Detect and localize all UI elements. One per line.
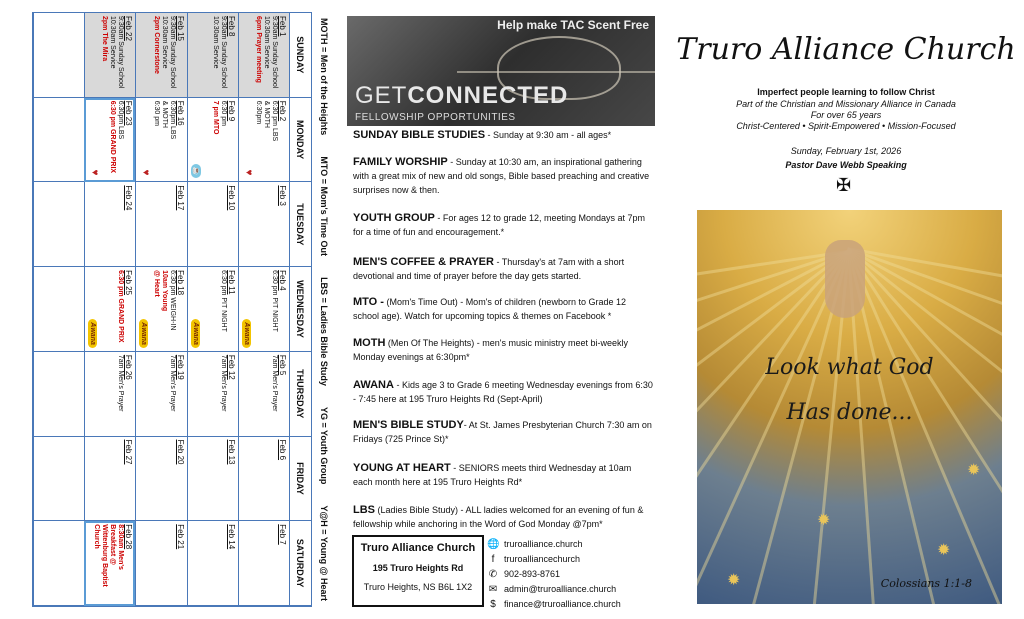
cell-event: & MOTH — [263, 100, 270, 128]
teacup-icon: ♥ — [242, 169, 254, 176]
activity-item — [353, 211, 653, 239]
activity-title: MTO - — [353, 296, 384, 308]
cell-event: 10:30am Service — [160, 16, 168, 69]
cell-date: Feb 17 — [175, 185, 185, 211]
day-header: TUESDAY — [289, 182, 311, 267]
cell-event: 6:30 pm WEIGH-IN — [168, 270, 176, 331]
cell-date: Feb 28 — [124, 524, 134, 550]
sun-icon: ✹ — [727, 572, 741, 589]
activity-title: MEN'S BIBLE STUDY — [353, 419, 464, 431]
activity-item — [353, 461, 653, 489]
calendar-cell — [238, 352, 289, 437]
calendar-cell — [187, 267, 238, 352]
day-header: SATURDAY — [289, 521, 311, 606]
calendar-cell — [84, 352, 135, 437]
contact-item[interactable] — [487, 537, 621, 552]
activity-title: LBS — [353, 504, 375, 516]
calendar-grid — [32, 12, 312, 607]
service-date: Sunday, February 1st, 2026 — [790, 146, 902, 156]
activity-description: (Men Of The Heights) - men's music ministry meet bi-weekly Monday evenings at 6:30pm* — [353, 338, 629, 362]
cell-date: Feb 23 — [124, 100, 134, 126]
cell-event: 10:30am Service — [263, 16, 270, 69]
activity-item — [353, 336, 653, 364]
contact-item[interactable] — [487, 597, 621, 612]
cell-date: Feb 2 — [278, 100, 287, 122]
calendar-cell — [135, 182, 186, 267]
cell-date: Feb 21 — [175, 524, 185, 550]
calendar-cell — [33, 521, 84, 606]
cell-date: Feb 9 — [226, 100, 236, 122]
calendar-cell — [187, 437, 238, 522]
finance-icon: $ — [490, 599, 496, 610]
activity-description: - Sunday at 9:30 am - all ages* — [485, 130, 612, 140]
cell-date: Feb 15 — [175, 16, 185, 41]
cell-highlight-event: 10am Young — [160, 270, 168, 312]
cover-image — [697, 210, 1002, 604]
core-values: Christ-Centered • Spirit-Empowered • Mission-Focused — [736, 121, 956, 131]
sun-icon: ✹ — [937, 542, 951, 559]
activity-item — [353, 503, 653, 531]
activity-title: YOUTH GROUP — [353, 212, 435, 224]
fellowship-subtitle: FELLOWSHIP OPPORTUNITIES — [355, 112, 516, 123]
calendar-cell — [84, 182, 135, 267]
affiliation: Part of the Christian and Missionary Alliance in Canada — [736, 99, 956, 109]
contact-item[interactable] — [487, 582, 621, 597]
awana-logo-icon: Awana — [191, 319, 200, 348]
activity-description: - Kids age 3 to Grade 6 meeting Wednesday evenings from 6:30 - 7:45 here at 195 Truro Heights Rd (Sept-April) — [353, 380, 653, 404]
activity-description: - For ages 12 to grade 12, meeting Mondays at 7pm for a time of fun and encouragement.* — [353, 213, 646, 237]
activity-item — [353, 378, 653, 406]
activity-item — [353, 255, 653, 283]
cell-date: Feb 4 — [278, 270, 287, 291]
cell-date: Feb 27 — [124, 439, 134, 465]
cma-logo-icon: ✠ — [836, 175, 852, 195]
legend-item: MTO = Mom's Time Out — [319, 156, 329, 256]
calendar-cell — [135, 13, 186, 98]
activity-description: - SENIORS meets third Wednesday at 10am each month here at 195 Truro Heights Rd* — [353, 463, 632, 487]
years: For over 65 years — [810, 110, 882, 120]
contact-text: admin@truroalliance.church — [504, 584, 617, 594]
cover-headline-2: Has done... — [786, 400, 913, 425]
awana-logo-icon: Awana — [242, 319, 251, 348]
day-header: FRIDAY — [289, 437, 311, 522]
legend-item: Y@H = Young @ Heart — [319, 505, 329, 601]
cell-highlight-event: 6:30 pm GRAND PRIX — [117, 270, 125, 343]
cell-highlight-event: Breakfast @ — [109, 524, 117, 565]
address-street: 195 Truro Heights Rd — [372, 563, 464, 573]
cell-event: 7am Men's Prayer — [168, 354, 176, 412]
cell-event: 6:30 pm PIT NIGHT — [271, 270, 278, 332]
cell-date: Feb 7 — [278, 524, 287, 545]
contact-item[interactable] — [487, 567, 621, 582]
cell-highlight-event: 6pm Prayer meeting — [255, 16, 262, 83]
calendar-cell — [135, 437, 186, 522]
legend-item: YG = Youth Group — [319, 406, 329, 485]
mug-icon: ☕ — [191, 164, 201, 179]
calendar-cell — [84, 98, 135, 183]
cell-date: Feb 10 — [226, 185, 236, 211]
globe-icon: 🌐 — [487, 539, 500, 550]
cell-event: 6:30 pm LBS — [271, 100, 278, 142]
day-header: THURSDAY — [289, 352, 311, 437]
cell-event: 7am Men's Prayer — [117, 354, 125, 412]
cell-event: 6:30 pm PIT NIGHT — [219, 270, 227, 332]
cell-event: 7am Men's Prayer — [271, 354, 278, 412]
calendar-cell — [135, 98, 186, 183]
calendar-cell — [187, 352, 238, 437]
calendar-cell — [238, 182, 289, 267]
cell-date: Feb 19 — [175, 354, 185, 380]
cell-event: & MOTH — [160, 100, 168, 128]
calendar-cell — [187, 182, 238, 267]
scent-free-tagline: Help make TAC Scent Free — [497, 18, 649, 32]
calendar-cell — [84, 267, 135, 352]
cell-date: Feb 18 — [175, 270, 185, 296]
activity-item — [353, 418, 653, 446]
awana-logo-icon: Awana — [88, 319, 97, 348]
calendar-wrapper — [12, 12, 336, 607]
hand-graphic — [825, 240, 865, 318]
rope-line-graphic — [457, 71, 655, 73]
cell-date: Feb 11 — [226, 270, 236, 295]
contact-text: 902-893-8761 — [504, 569, 561, 579]
contact-text: truroalliancechurch — [504, 554, 581, 564]
activity-description: - Thursday's at 7am with a short devotional and time of prayer before the day gets started. — [353, 257, 625, 281]
cell-event: 9:30am Sunday School — [219, 16, 227, 89]
cell-date: Feb 14 — [226, 524, 236, 550]
cell-highlight-event: @ Heart — [152, 270, 160, 297]
teacup-icon: ♥ — [140, 169, 152, 176]
cover-headline-1: Look what God — [765, 355, 934, 380]
calendar-cell — [135, 521, 186, 606]
cell-event: 6:30 pm — [219, 100, 227, 126]
day-header: SUNDAY — [289, 13, 311, 98]
cell-highlight-event: 2pm Cornerstone — [152, 16, 160, 74]
cell-highlight-event: 6:30 pm GRAND PRIX — [109, 100, 117, 174]
activity-title: FAMILY WORSHIP — [353, 156, 448, 168]
speaker: Pastor Dave Webb Speaking — [785, 160, 907, 170]
calendar-cell — [84, 13, 135, 98]
cell-date: Feb 16 — [175, 100, 185, 126]
cell-date: Feb 1 — [278, 16, 287, 37]
cell-event: 10:30am Service — [109, 16, 117, 69]
cell-date: Feb 6 — [278, 439, 287, 461]
cell-date: Feb 12 — [226, 354, 236, 380]
get-connected-title: GETCONNECTED — [355, 82, 569, 109]
cell-date: Feb 24 — [124, 185, 134, 211]
cell-event: 9:30am Sunday School — [271, 16, 278, 89]
legend-item: MOTH = Men of the Heights — [319, 18, 329, 136]
contact-item[interactable] — [487, 552, 621, 567]
activity-item — [353, 155, 653, 197]
activity-title: MEN'S COFFEE & PRAYER — [353, 256, 494, 268]
legend-item: LBS = Ladies Bible Study — [319, 277, 329, 386]
cell-highlight-event: 7 pm MTO — [211, 100, 219, 135]
contact-text: truroalliance.church — [504, 539, 583, 549]
cell-event: 7am Men's Prayer — [219, 354, 227, 412]
cell-date: Feb 3 — [278, 185, 287, 206]
calendar-panel — [0, 0, 340, 619]
activity-title: AWANA — [353, 379, 394, 391]
scripture-reference: Colossians 1:1-8 — [880, 577, 972, 590]
calendar-cell — [238, 521, 289, 606]
calendar-cell — [33, 98, 84, 183]
cell-date: Feb 22 — [124, 16, 134, 41]
church-name-title: Truro Alliance Church — [676, 32, 1016, 67]
calendar-cell — [84, 437, 135, 522]
cell-date: Feb 13 — [226, 439, 236, 465]
activity-title: MOTH — [353, 337, 386, 349]
address-box — [352, 535, 484, 607]
contact-text: finance@truroalliance.church — [504, 599, 621, 609]
calendar-cell — [238, 13, 289, 98]
calendar-cell — [238, 267, 289, 352]
address-city: Truro Heights, NS B6L 1X2 — [363, 582, 473, 592]
cell-event: 6:30 pm — [152, 100, 160, 126]
calendar-cell — [135, 352, 186, 437]
cover-panel — [668, 0, 1024, 619]
motto: Imperfect people learning to follow Christ — [757, 87, 935, 97]
calendar-cell — [187, 13, 238, 98]
calendar-cell — [238, 98, 289, 183]
day-header: MONDAY — [289, 98, 311, 183]
email-icon: ✉ — [488, 584, 498, 595]
fellowship-panel — [347, 0, 657, 619]
activity-description: (Ladies Bible Study) - ALL ladies welcomed for an evening of fun & fellowship while anchoring in the Word of God Monday @7pm* — [353, 505, 644, 529]
cell-event: 9:30am Sunday School — [168, 16, 176, 89]
cell-highlight-event: Wittenburg Baptist — [101, 524, 109, 587]
activity-item — [353, 128, 653, 142]
cell-event: 6:30pm LBS — [117, 100, 125, 140]
activity-item — [353, 295, 653, 323]
address-church-name: Truro Alliance Church — [360, 542, 476, 554]
sun-icon: ✹ — [967, 462, 981, 479]
calendar-cell — [187, 98, 238, 183]
facebook-icon: f — [491, 554, 495, 565]
cell-event: 9:30am Sunday School — [117, 16, 125, 89]
cell-highlight-event: 8:30am Men's — [117, 524, 125, 570]
teacup-icon: ♥ — [89, 169, 101, 176]
awana-logo-icon: Awana — [139, 319, 148, 348]
calendar-cell — [33, 13, 84, 98]
contact-list — [487, 537, 621, 612]
cell-date: Feb 8 — [226, 16, 236, 37]
sun-icon: ✹ — [817, 512, 831, 529]
calendar-cell — [33, 182, 84, 267]
calendar-cell — [84, 521, 135, 606]
calendar-legend — [312, 12, 336, 607]
calendar-cell — [33, 352, 84, 437]
calendar-cell — [238, 437, 289, 522]
calendar-cell — [135, 267, 186, 352]
day-header: WEDNESDAY — [289, 267, 311, 352]
activity-description: - At St. James Presbyterian Church 7:30 am on Fridays (725 Prince St)* — [353, 420, 652, 444]
cell-date: Feb 26 — [124, 354, 134, 380]
cell-date: Feb 5 — [278, 354, 287, 376]
cell-event: 10:30am Service — [211, 16, 219, 69]
activity-description: (Mom's Time Out) - Mom's of children (newborn to Grade 12 school age). Watch for upcoming topics & themes on Facebook * — [353, 297, 626, 321]
cell-highlight-event: 2pm The Mira — [101, 16, 109, 62]
cell-highlight-event: Church — [93, 524, 101, 549]
cell-date: Feb 20 — [175, 439, 185, 465]
get-connected-banner — [347, 16, 655, 126]
activity-title: YOUNG AT HEART — [353, 462, 451, 474]
cell-date: Feb 25 — [124, 270, 134, 296]
cell-event: 6:30pm — [255, 100, 262, 125]
calendar-cell — [33, 437, 84, 522]
calendar-rotated — [12, 12, 336, 607]
activity-title: SUNDAY BIBLE STUDIES — [353, 129, 486, 141]
phone-icon: ✆ — [488, 569, 498, 580]
calendar-cell — [187, 521, 238, 606]
activity-description: - Sunday at 10:30 am, an inspirational gathering with a great mix of new and old songs, Bible based preaching and creative surprises now & then. — [353, 157, 650, 195]
cell-event: 6:30pm LBS — [168, 100, 176, 140]
calendar-cell — [33, 267, 84, 352]
